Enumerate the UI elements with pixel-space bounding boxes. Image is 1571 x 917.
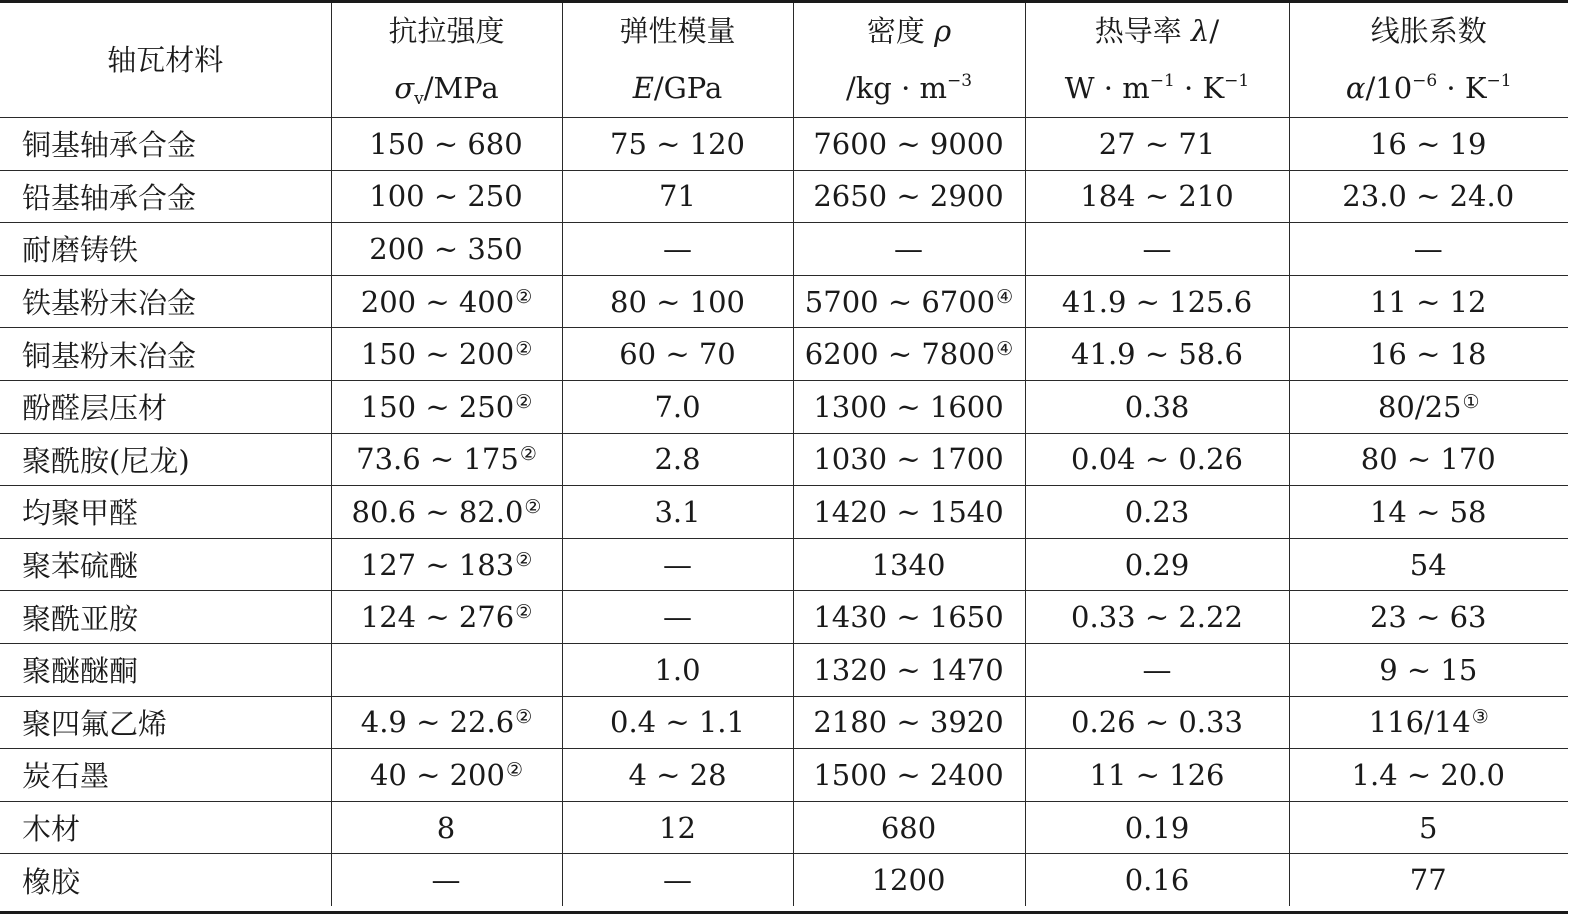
cell-expansion-value: 54 [1409,547,1447,582]
cell-expansion [1289,328,1568,381]
cell-material-value: 铜基粉末冶金 [22,338,197,373]
cell-expansion [1289,538,1568,591]
cell-material [0,591,331,644]
cell-density [793,486,1025,539]
cell-density-value: 1200 [871,863,946,898]
cell-tensile [331,643,562,696]
cell-density-value: 1500 ~ 2400 [813,757,1004,792]
header-material [0,3,331,118]
density-title-text: 密度 [866,14,935,48]
header-linear-expansion [1289,3,1568,118]
cell-density [793,433,1025,486]
table-row [0,275,1568,328]
cell-conductivity [1025,275,1289,328]
header-modulus-title: 弹性模量 [619,14,736,48]
cell-conductivity-value: 184 ~ 210 [1080,179,1234,214]
cell-modulus-value: 7.0 [654,389,701,424]
header-tensile-title: 抗拉强度 [388,14,505,48]
cell-density [793,696,1025,749]
cell-tensile-value: 80.6 ~ 82.0 [351,494,524,529]
cell-expansion [1289,696,1568,749]
cell-modulus-value: — [663,863,692,898]
cell-tensile-value: 150 ~ 680 [369,126,523,161]
cell-material-value: 铅基轴承合金 [22,180,197,215]
header-modulus-unit [563,60,793,117]
cell-modulus [562,486,793,539]
cell-tensile [331,696,562,749]
sigma-symbol: σ [394,71,415,105]
cell-material [0,118,331,171]
cell-density-value: 2180 ~ 3920 [813,705,1004,740]
header-tensile-strength [331,3,562,118]
cell-modulus [562,380,793,433]
cell-material [0,696,331,749]
cell-tensile-value: 150 ~ 250 [360,389,515,424]
density-unit-exponent: −3 [947,71,973,91]
cell-modulus-value: 2.8 [654,442,701,477]
cell-conductivity [1025,223,1289,276]
cell-modulus [562,749,793,802]
cell-material-value: 炭石墨 [22,759,110,794]
cell-expansion [1289,643,1568,696]
cell-tensile-value: 4.9 ~ 22.6 [360,705,515,740]
cell-tensile [331,749,562,802]
cell-conductivity-value: 0.26 ~ 0.33 [1071,705,1243,740]
cell-material [0,749,331,802]
cell-expansion-value: 16 ~ 19 [1369,126,1487,161]
cell-density-value: 1340 [871,547,946,582]
cell-conductivity [1025,749,1289,802]
cell-material-value: 聚酰亚胺 [22,601,139,636]
cell-expansion [1289,486,1568,539]
cell-conductivity-value: 11 ~ 126 [1089,757,1225,792]
header-row [0,3,1568,118]
header-elastic-modulus [562,3,793,118]
header-tensile-unit [332,60,562,117]
cell-expansion-value: 11 ~ 12 [1369,284,1487,319]
cell-tensile [331,223,562,276]
header-conductivity-unit [1026,60,1289,117]
cell-tensile [331,118,562,171]
cell-tensile-value: 127 ~ 183 [360,547,515,582]
cell-density-value: 1030 ~ 1700 [813,442,1004,477]
cell-conductivity [1025,118,1289,171]
cell-conductivity [1025,854,1289,906]
cell-tensile [331,591,562,644]
cell-tensile-value: 200 ~ 350 [369,231,523,266]
cell-tensile [331,801,562,854]
cell-expansion [1289,433,1568,486]
table-row [0,591,1568,644]
cell-density-footnote: ④ [996,285,1014,308]
header-density [793,3,1025,118]
cell-modulus [562,696,793,749]
header-expansion-unit [1290,60,1569,117]
conductivity-title-text: 热导率 [1094,14,1192,48]
cell-modulus [562,118,793,171]
cell-tensile [331,170,562,223]
cell-material-value: 聚四氟乙烯 [22,706,168,741]
cell-density [793,591,1025,644]
cell-material [0,170,331,223]
cell-modulus-value: 4 ~ 28 [628,757,727,792]
cell-tensile-value: 124 ~ 276 [360,600,515,635]
cell-tensile-footnote: ② [515,338,533,361]
cell-tensile-value: 150 ~ 200 [360,337,515,372]
cell-modulus-value: 0.4 ~ 1.1 [610,705,745,740]
cell-density [793,275,1025,328]
expansion-unit-k: · K [1437,71,1487,105]
expansion-exp-k: −1 [1486,71,1512,91]
conductivity-unit-w: W · m [1064,71,1150,105]
table-body [0,118,1568,906]
cell-tensile-footnote: ② [515,285,533,308]
cell-conductivity [1025,433,1289,486]
cell-conductivity-value: 41.9 ~ 58.6 [1071,337,1243,372]
cell-tensile [331,486,562,539]
cell-expansion [1289,591,1568,644]
cell-material-value: 酚醛层压材 [22,391,168,426]
sigma-subscript: v [414,89,424,109]
cell-material-value: 橡胶 [22,864,81,899]
cell-modulus-value: 1.0 [654,652,701,687]
table-row [0,380,1568,433]
cell-density [793,223,1025,276]
cell-modulus [562,591,793,644]
cell-density [793,801,1025,854]
cell-conductivity [1025,591,1289,644]
cell-density-value: 1300 ~ 1600 [813,389,1004,424]
cell-conductivity [1025,486,1289,539]
header-conductivity-title [1026,3,1289,60]
cell-tensile-footnote: ② [515,706,533,729]
cell-conductivity [1025,538,1289,591]
cell-conductivity [1025,328,1289,381]
cell-conductivity [1025,643,1289,696]
tensile-unit-text: /MPa [423,71,499,105]
cell-density [793,538,1025,591]
cell-expansion-value: 14 ~ 58 [1369,494,1487,529]
alpha-symbol: α [1345,71,1366,105]
cell-modulus [562,433,793,486]
density-unit-text: /kg · m [845,71,947,105]
cell-modulus-value: 80 ~ 100 [610,284,745,319]
cell-modulus-value: 60 ~ 70 [619,337,736,372]
conductivity-exp-m: −1 [1149,71,1175,91]
bearing-material-table [0,3,1568,906]
cell-modulus [562,328,793,381]
cell-expansion-value: 77 [1409,863,1447,898]
cell-material-value: 耐磨铸铁 [22,233,139,268]
lambda-symbol: λ [1191,14,1210,48]
cell-conductivity-value: 41.9 ~ 125.6 [1061,284,1253,319]
cell-modulus [562,275,793,328]
cell-density-value: 5700 ~ 6700 [804,284,996,319]
table-row [0,328,1568,381]
cell-conductivity-value: — [1142,231,1172,266]
cell-modulus [562,223,793,276]
cell-density [793,380,1025,433]
cell-tensile-value: 200 ~ 400 [360,284,515,319]
header-thermal-conductivity [1025,3,1289,118]
cell-conductivity [1025,380,1289,433]
cell-density-value: 1430 ~ 1650 [813,600,1004,635]
table-row [0,749,1568,802]
cell-expansion [1289,223,1568,276]
cell-modulus-value: 71 [659,179,696,214]
cell-conductivity [1025,696,1289,749]
cell-material [0,854,331,906]
cell-conductivity [1025,801,1289,854]
cell-expansion-footnote: ① [1462,390,1480,413]
cell-modulus-value: — [663,547,692,582]
cell-density-value: 6200 ~ 7800 [804,337,996,372]
table-row [0,118,1568,171]
cell-modulus [562,643,793,696]
cell-conductivity-value: 0.29 [1124,547,1190,582]
cell-material [0,433,331,486]
cell-material [0,801,331,854]
cell-material [0,328,331,381]
cell-expansion-value: 80/25 [1377,389,1462,424]
cell-expansion-value: 9 ~ 15 [1379,652,1478,687]
cell-expansion [1289,275,1568,328]
cell-expansion-value: 16 ~ 18 [1369,337,1487,372]
cell-expansion [1289,118,1568,171]
table-row [0,486,1568,539]
modulus-unit-text: /GPa [653,71,723,105]
cell-density-value: 680 [880,810,937,845]
cell-density-value: 1320 ~ 1470 [813,652,1004,687]
cell-tensile [331,433,562,486]
cell-modulus [562,854,793,906]
cell-expansion-value: — [1413,231,1443,266]
header-expansion-title: 线胀系数 [1370,14,1487,48]
cell-conductivity-value: 27 ~ 71 [1098,126,1216,161]
cell-material [0,223,331,276]
cell-density [793,643,1025,696]
cell-tensile [331,380,562,433]
cell-tensile-value: 8 [436,810,456,845]
cell-material [0,275,331,328]
cell-tensile-footnote: ② [524,495,542,518]
cell-expansion-value: 116/14 [1368,705,1471,740]
cell-material-value: 铜基轴承合金 [22,128,197,163]
cell-expansion [1289,170,1568,223]
cell-density [793,170,1025,223]
cell-density [793,328,1025,381]
cell-tensile-footnote: ② [505,758,524,781]
cell-density [793,854,1025,906]
cell-tensile [331,275,562,328]
cell-modulus [562,170,793,223]
cell-expansion-value: 5 [1419,810,1438,845]
cell-density-value: 2650 ~ 2900 [813,179,1004,214]
cell-tensile-footnote: ② [519,443,537,466]
header-material-label: 轴瓦材料 [107,42,224,77]
cell-tensile [331,854,562,906]
cell-tensile-value: 73.6 ~ 175 [356,442,519,477]
table-row [0,538,1568,591]
cell-modulus-value: — [663,600,692,635]
cell-modulus-value: 12 [659,810,696,845]
conductivity-unit-k: · K [1174,71,1225,105]
cell-expansion-value: 23 ~ 63 [1369,600,1487,635]
header-density-unit [794,60,1025,117]
cell-tensile-value: 100 ~ 250 [369,179,523,214]
expansion-exp-ten: −6 [1412,71,1438,91]
cell-material-value: 均聚甲醛 [22,496,139,531]
cell-material [0,643,331,696]
cell-expansion [1289,801,1568,854]
cell-material [0,486,331,539]
cell-density-value: — [894,231,923,266]
table-row [0,696,1568,749]
cell-conductivity-value: — [1142,652,1172,687]
cell-conductivity [1025,170,1289,223]
cell-tensile-value: — [431,863,461,898]
conductivity-exp-k: −1 [1224,71,1250,91]
table-row [0,170,1568,223]
cell-modulus [562,538,793,591]
cell-tensile-value: 40 ~ 200 [369,757,505,792]
cell-material-value: 聚苯硫醚 [22,549,139,584]
cell-conductivity-value: 0.38 [1124,389,1190,424]
cell-conductivity-value: 0.19 [1124,810,1190,845]
cell-tensile-footnote: ② [515,390,533,413]
cell-modulus [562,801,793,854]
cell-material-value: 木材 [22,812,81,847]
cell-conductivity-value: 0.16 [1124,863,1190,898]
cell-density [793,118,1025,171]
cell-expansion-value: 1.4 ~ 20.0 [1351,757,1505,792]
cell-tensile-footnote: ② [515,548,533,571]
table-row [0,854,1568,906]
cell-tensile [331,538,562,591]
cell-density [793,749,1025,802]
cell-expansion-value: 23.0 ~ 24.0 [1342,179,1515,214]
cell-expansion-footnote: ③ [1471,706,1489,729]
cell-modulus-value: 3.1 [654,494,701,529]
cell-conductivity-value: 0.23 [1124,494,1190,529]
cell-material-value: 聚酰胺(尼龙) [22,443,190,478]
conductivity-title-slash: / [1209,14,1220,48]
cell-material [0,538,331,591]
cell-density-value: 1420 ~ 1540 [813,494,1004,529]
cell-expansion-value: 80 ~ 170 [1360,442,1496,477]
table-row [0,433,1568,486]
cell-modulus-value: 75 ~ 120 [610,126,745,161]
cell-conductivity-value: 0.33 ~ 2.22 [1071,600,1243,635]
cell-density-value: 7600 ~ 9000 [813,126,1004,161]
rho-symbol: ρ [934,14,952,48]
cell-material [0,380,331,433]
cell-density-footnote: ④ [996,338,1014,361]
table-row [0,223,1568,276]
cell-material-value: 聚醚醚酮 [22,654,139,689]
cell-tensile-footnote: ② [515,601,533,624]
cell-expansion [1289,854,1568,906]
cell-material-value: 铁基粉末冶金 [22,286,197,321]
cell-conductivity-value: 0.04 ~ 0.26 [1071,442,1243,477]
cell-expansion [1289,749,1568,802]
expansion-unit-base: /10 [1365,71,1413,105]
table-row [0,801,1568,854]
table-row [0,643,1568,696]
cell-expansion [1289,380,1568,433]
cell-tensile [331,328,562,381]
e-symbol: E [632,71,654,105]
cell-modulus-value: — [663,231,692,266]
header-density-title [794,3,1025,60]
